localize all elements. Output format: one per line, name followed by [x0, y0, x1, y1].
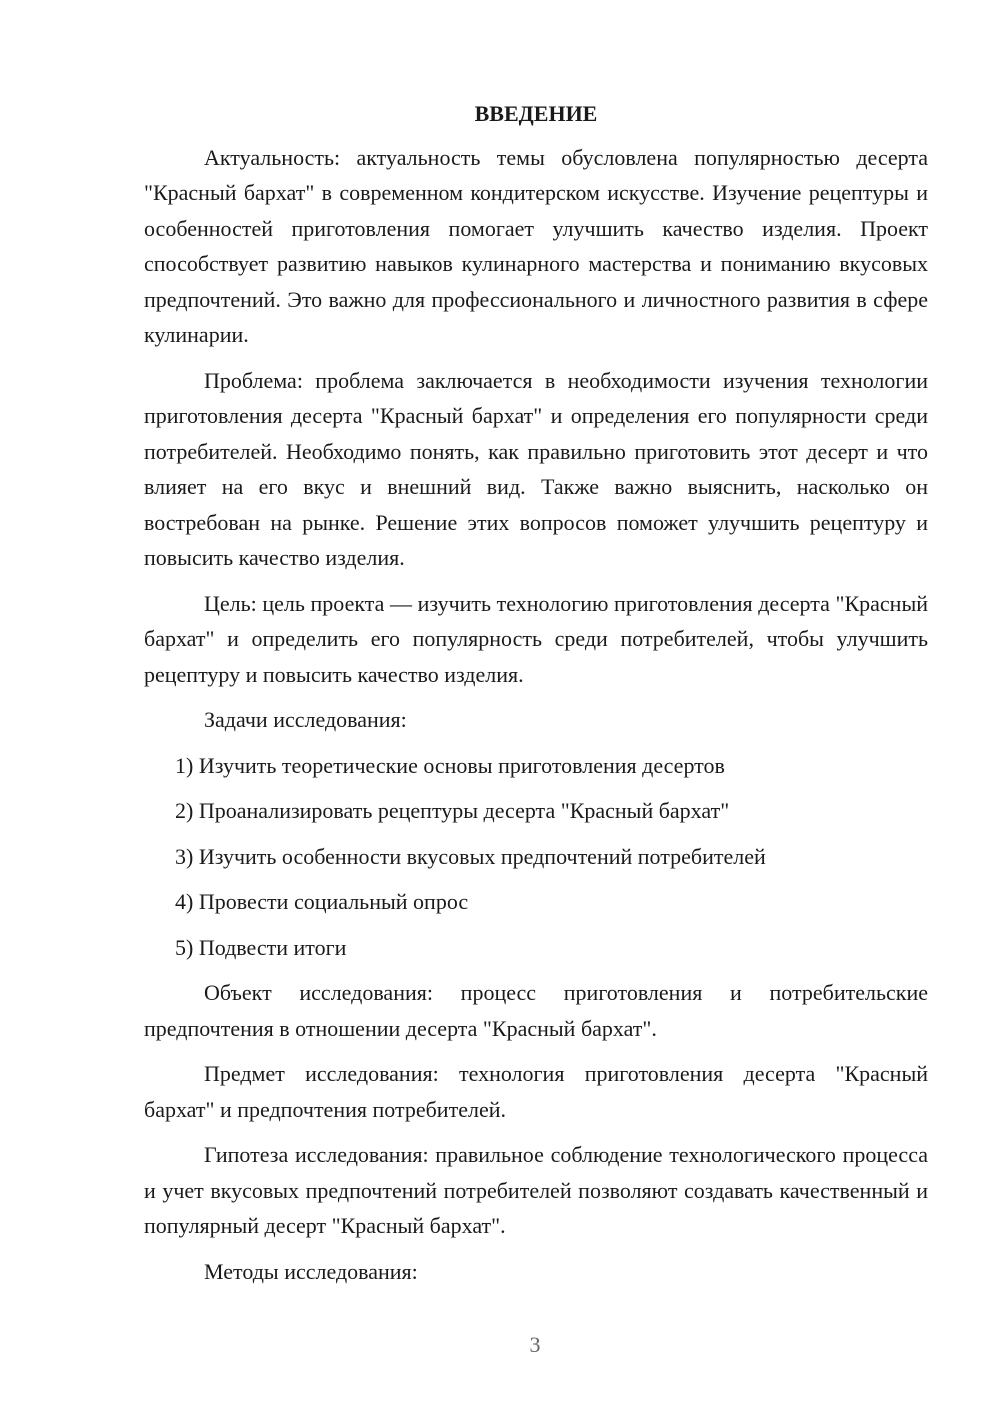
subject-paragraph: Предмет исследования: технология приготовления десерта "Красный бархат" и предпочтения потребителей.	[144, 1061, 928, 1122]
hypothesis-paragraph: Гипотеза исследования: правильное соблюдение технологического процесса и учет вкусовых предпочтений потребителей позволяют создавать качественный и популярный десерт "Красный бархат".	[144, 1142, 928, 1238]
page-content	[144, 96, 928, 1299]
problem-paragraph: Проблема: проблема заключается в необходимости изучения технологии приготовления десерта "Красный бархат" и определения его популярности среди потребителей. Необходимо понять, как правильно приготовить этот десерт и что влияет на его вкус и внешний вид. Также важно выяснить, насколько он востребован на рынке. Решение этих вопросов поможет улучшить рецептуру и повысить качество изделия.	[144, 367, 928, 570]
task-item: 3) Изучить особенности вкусовых предпочтений потребителей	[175, 843, 766, 869]
task-item: 1) Изучить теоретические основы приготовления десертов	[175, 752, 725, 778]
page-number: 3	[529, 1332, 541, 1357]
task-item: 5) Подвести итоги	[175, 934, 347, 960]
object-paragraph: Объект исследования: процесс приготовления и потребительские предпочтения в отношении десерта "Красный бархат".	[144, 980, 928, 1041]
tasks-list	[144, 748, 928, 966]
page-title: ВВЕДЕНИЕ	[474, 101, 598, 126]
task-item: 4) Провести социальный опрос	[175, 889, 469, 914]
task-item: 2) Проанализировать рецептуры десерта "Красный бархат"	[175, 798, 730, 823]
methods-heading: Методы исследования:	[204, 1258, 418, 1284]
goal-paragraph: Цель: цель проекта — изучить технологию приготовления десерта "Красный бархат" и определить его популярность среди потребителей, чтобы улучшить рецептуру и повысить качество изделия.	[144, 590, 928, 687]
relevance-paragraph: Актуальность: актуальность темы обусловлена популярностью десерта "Красный бархат" в современном кондитерском искусстве. Изучение рецептуры и особенностей приготовления помогает улучшить качество изделия. Проект способствует развитию навыков кулинарного мастерства и пониманию вкусовых предпочтений. Это важно для профессионального и личностного развития в сфере кулинарии.	[144, 144, 928, 347]
tasks-heading: Задачи исследования:	[204, 707, 407, 732]
